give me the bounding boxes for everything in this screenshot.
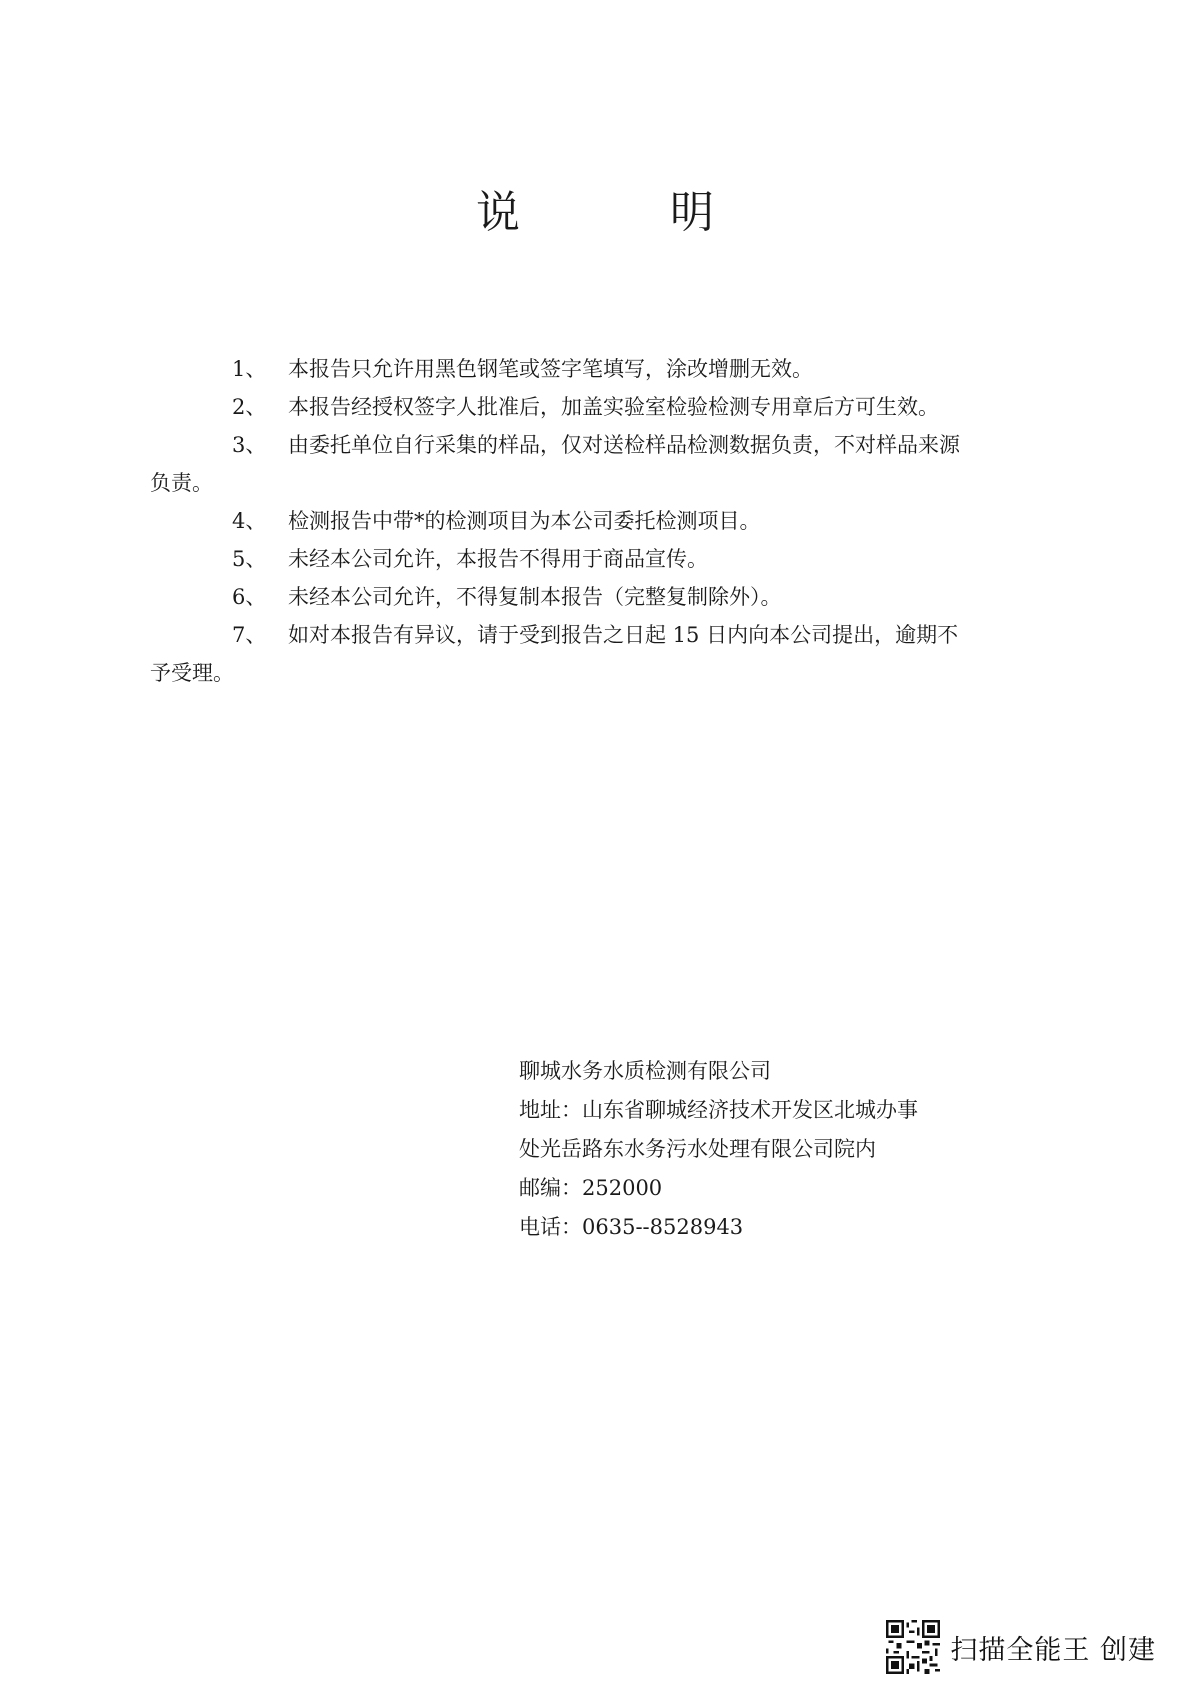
note-number: 1、 [232, 357, 267, 381]
note-number: 5、 [232, 547, 267, 571]
note-text: 本报告只允许用黑色钢笔或签字笔填写，涂改增删无效。 [288, 357, 813, 381]
company-phone: 电话：0635--8528943 [519, 1215, 744, 1239]
note-number: 7、 [232, 623, 267, 647]
company-postcode: 邮编：252000 [519, 1176, 663, 1200]
note-text: 由委托单位自行采集的样品，仅对送检样品检测数据负责，不对样品来源负责。 [150, 433, 960, 495]
note-item-1 [150, 350, 960, 388]
page-title-char-1: 说 [476, 187, 520, 238]
note-text: 本报告经授权签字人批准后，加盖实验室检验检测专用章后方可生效。 [288, 395, 939, 419]
page-title-char-2: 明 [670, 187, 714, 238]
notes-list [150, 350, 960, 692]
note-number: 2、 [232, 395, 267, 419]
qr-code-icon [886, 1620, 940, 1674]
note-number: 6、 [232, 585, 267, 609]
note-number: 3、 [232, 433, 267, 457]
note-text: 检测报告中带*的检测项目为本公司委托检测项目。 [288, 509, 761, 533]
note-item-2 [150, 388, 960, 426]
page-title [0, 176, 1190, 240]
note-item-3 [150, 426, 960, 502]
note-text: 未经本公司允许，不得复制本报告（完整复制除外）。 [288, 585, 782, 609]
watermark-text: 扫描全能王 创建 [950, 1634, 1156, 1666]
company-info [519, 1052, 979, 1247]
note-item-7 [150, 616, 960, 692]
note-item-6 [150, 578, 960, 616]
note-item-4 [150, 502, 960, 540]
company-address-line-1: 地址：山东省聊城经济技术开发区北城办事 [519, 1098, 918, 1122]
note-number: 4、 [232, 509, 267, 533]
note-item-5 [150, 540, 960, 578]
note-text: 如对本报告有异议，请于受到报告之日起 15 日内向本公司提出，逾期不予受理。 [150, 623, 959, 685]
company-address-line-2: 处光岳路东水务污水处理有限公司院内 [519, 1137, 876, 1161]
scanner-watermark [886, 1620, 1156, 1674]
company-name: 聊城水务水质检测有限公司 [519, 1059, 771, 1083]
note-text: 未经本公司允许，本报告不得用于商品宣传。 [288, 547, 708, 571]
